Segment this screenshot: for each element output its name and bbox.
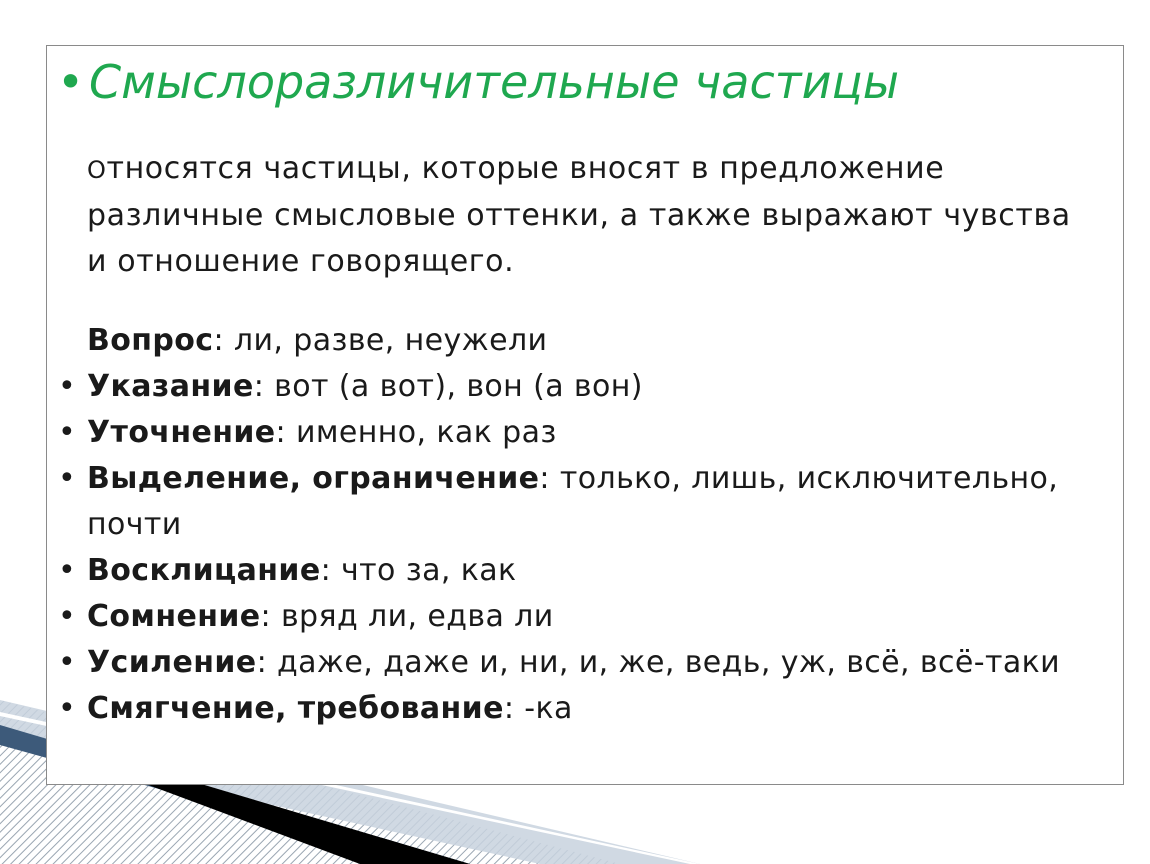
list-item-vosklicanie	[55, 548, 1105, 594]
item-examples: : вот (а вот), вон (а вон)	[253, 369, 643, 404]
item-term: Сомнение	[87, 599, 261, 634]
item-term: Смягчение, требование	[87, 691, 504, 726]
item-examples: : вряд ли, едва ли	[260, 599, 554, 634]
list-bullet: •	[57, 415, 77, 450]
list-bullet: •	[57, 599, 77, 634]
slide-title	[57, 50, 899, 114]
list-bullet: •	[57, 645, 77, 680]
item-term: Усиление	[87, 645, 257, 680]
item-term: Восклицание	[87, 553, 321, 588]
item-term: Вопрос	[87, 323, 214, 358]
item-examples: : даже, даже и, ни, и, же, ведь, уж, всё, всё-таки	[256, 645, 1061, 680]
list-item-ukazanie	[55, 364, 1105, 410]
list-bullet: •	[57, 553, 77, 588]
content-box	[46, 45, 1124, 785]
item-term: Указание	[87, 369, 254, 404]
list-bullet: •	[57, 461, 77, 496]
item-examples: : только, лишь, исключительно, почти	[87, 461, 1059, 542]
list-item-utochnenie	[55, 410, 1105, 456]
item-term: Выделение, ограничение	[87, 461, 540, 496]
title-bullet: •	[57, 55, 85, 109]
item-examples: : что за, как	[320, 553, 517, 588]
list-bullet: •	[57, 691, 77, 726]
intro-paragraph	[87, 146, 1087, 285]
list-item-somnenie	[55, 594, 1105, 640]
item-examples: : именно, как раз	[275, 415, 557, 450]
title-text: Смыслоразличительные частицы	[89, 55, 900, 109]
particle-types-list	[55, 318, 1105, 732]
list-item-vydelenie	[55, 456, 1105, 548]
list-bullet: •	[57, 369, 77, 404]
intro-first-letter: О	[87, 156, 107, 184]
item-term: Уточнение	[87, 415, 276, 450]
list-item-vopros	[55, 318, 1105, 364]
item-examples: : ли, разве, неужели	[213, 323, 548, 358]
item-examples: : -ка	[503, 691, 573, 726]
list-item-usilenie	[55, 640, 1105, 686]
list-item-smyagchenie	[55, 686, 1105, 732]
intro-text: тносятся частицы, которые вносят в предложение различные смысловые оттенки, а также выражают чувства и отношение говорящего.	[87, 151, 1071, 279]
